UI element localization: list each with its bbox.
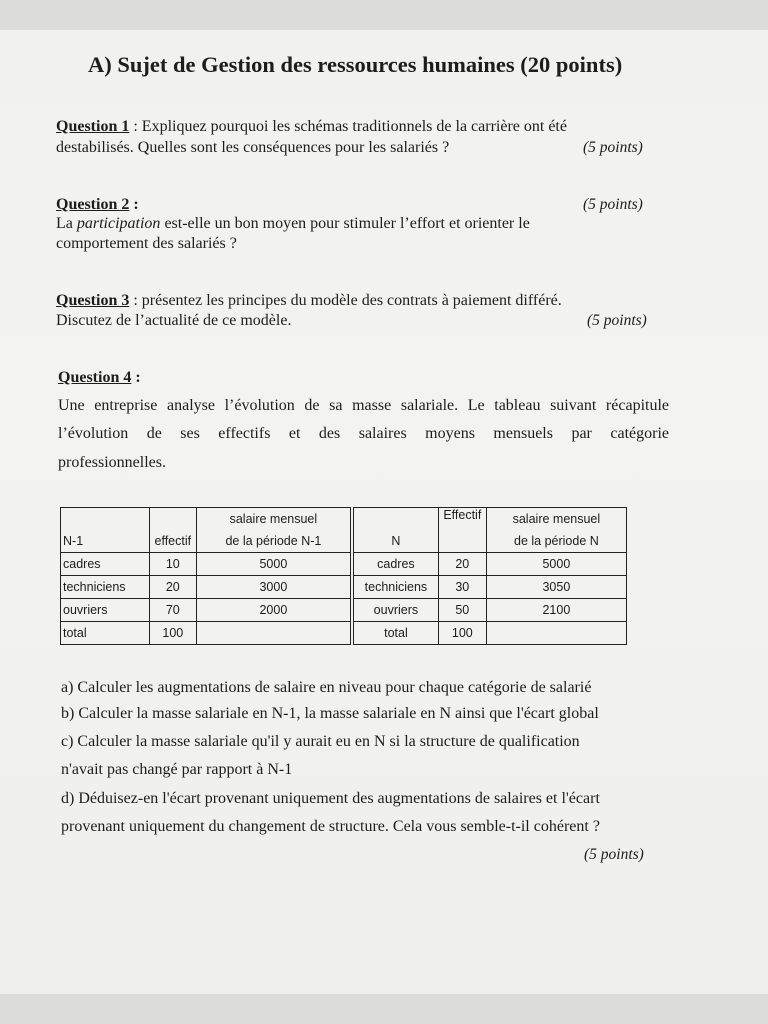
question-4-a: a) Calculer les augmentations de salaire en niveau pour chaque catégorie de salarié — [61, 679, 592, 696]
question-2-heading: Question 2 — [56, 196, 130, 213]
question-1-line-1 — [56, 118, 567, 136]
question-4-intro-1: Une entreprise analyse l’évolution de sa masse salariale. Le tableau suivant récapitule — [58, 397, 669, 414]
table-row — [354, 622, 627, 645]
table-cell: total — [354, 622, 439, 645]
table-n-minus-1-header-salary-1: salaire mensuel — [196, 508, 350, 531]
question-4-colon: : — [131, 369, 141, 386]
question-4-heading: Question 4 — [58, 369, 132, 386]
table-cell: 10 — [149, 553, 196, 576]
question-2-text-post: est-elle un bon moyen pour stimuler l’effort et orienter le — [160, 215, 530, 232]
question-4-intro-3: professionnelles. — [58, 454, 166, 471]
question-2-heading-line — [56, 196, 139, 214]
table-n-header-year: N — [354, 508, 439, 553]
question-4-intro-2: l’évolution de ses effectifs et des salaires moyens mensuels par catégorie — [58, 425, 669, 442]
table-cell: 100 — [438, 622, 486, 645]
table-n — [353, 507, 627, 645]
question-1-text-1: : Expliquez pourquoi les schémas traditionnels de la carrière ont été — [129, 118, 567, 135]
question-3-heading: Question 3 — [56, 292, 130, 309]
table-n-header-salary-1: salaire mensuel — [486, 508, 626, 531]
question-4-c-2: n'avait pas changé par rapport à N-1 — [61, 761, 293, 778]
table-cell: 5000 — [196, 553, 350, 576]
question-1-heading: Question 1 — [56, 118, 130, 135]
table-cell: 50 — [438, 599, 486, 622]
table-n-minus-1 — [60, 507, 351, 645]
question-3-points: (5 points) — [587, 312, 647, 329]
question-4-b: b) Calculer la masse salariale en N-1, la masse salariale en N ainsi que l'écart global — [61, 705, 599, 722]
question-3-text-2: Discutez de l’actualité de ce modèle. — [56, 312, 292, 329]
table-cell: 100 — [149, 622, 196, 645]
table-row — [354, 576, 627, 599]
table-n-minus-1-header-year: N-1 — [61, 508, 150, 553]
table-cell: 2000 — [196, 599, 350, 622]
table-row — [354, 599, 627, 622]
table-row — [354, 553, 627, 576]
table-cell: 20 — [149, 576, 196, 599]
table-cell: 3000 — [196, 576, 350, 599]
table-cell: techniciens — [354, 576, 439, 599]
table-cell: ouvriers — [354, 599, 439, 622]
table-cell: 30 — [438, 576, 486, 599]
question-2-points: (5 points) — [583, 196, 643, 213]
table-cell: ouvriers — [61, 599, 150, 622]
table-cell: cadres — [61, 553, 150, 576]
table-cell: techniciens — [61, 576, 150, 599]
question-4-heading-line — [58, 369, 141, 387]
table-cell: cadres — [354, 553, 439, 576]
table-cell: total — [61, 622, 150, 645]
table-n-minus-1-header-effectif: effectif — [149, 508, 196, 553]
question-4-points: (5 points) — [584, 846, 644, 863]
question-4-c-1: c) Calculer la masse salariale qu'il y aurait eu en N si la structure de qualification — [61, 733, 580, 750]
table-row — [61, 599, 351, 622]
question-2-text-pre: La — [56, 215, 77, 232]
table-cell: 2100 — [486, 599, 626, 622]
table-n-header-salary-2: de la période N — [486, 530, 626, 553]
table-cell: 70 — [149, 599, 196, 622]
question-2-text-2: comportement des salariés ? — [56, 235, 237, 252]
page-title: A) Sujet de Gestion des ressources humaines (20 points) — [88, 52, 623, 77]
question-3-line-1 — [56, 292, 562, 310]
table-n-minus-1-header-salary-2: de la période N-1 — [196, 530, 350, 553]
table-cell: 5000 — [486, 553, 626, 576]
table-cell: 3050 — [486, 576, 626, 599]
table-n-header-effectif: Effectif — [438, 508, 486, 553]
table-row — [61, 576, 351, 599]
question-3-text-1: : présentez les principes du modèle des contrats à paiement différé. — [129, 292, 562, 309]
table-cell — [486, 622, 626, 645]
table-row — [61, 622, 351, 645]
question-1-text-2: destabilisés. Quelles sont les conséquences pour les salariés ? — [56, 139, 450, 156]
question-2-colon: : — [129, 196, 139, 213]
question-1-points: (5 points) — [583, 139, 643, 156]
table-cell: 20 — [438, 553, 486, 576]
question-2-line-1 — [56, 215, 530, 233]
table-cell — [196, 622, 350, 645]
question-2-text-em: participation — [76, 215, 161, 232]
question-4-d-2: provenant uniquement du changement de structure. Cela vous semble-t-il cohérent ? — [61, 818, 600, 835]
table-row — [61, 553, 351, 576]
question-4-d-1: d) Déduisez-en l'écart provenant uniquement des augmentations de salaires et l'écart — [61, 790, 600, 807]
